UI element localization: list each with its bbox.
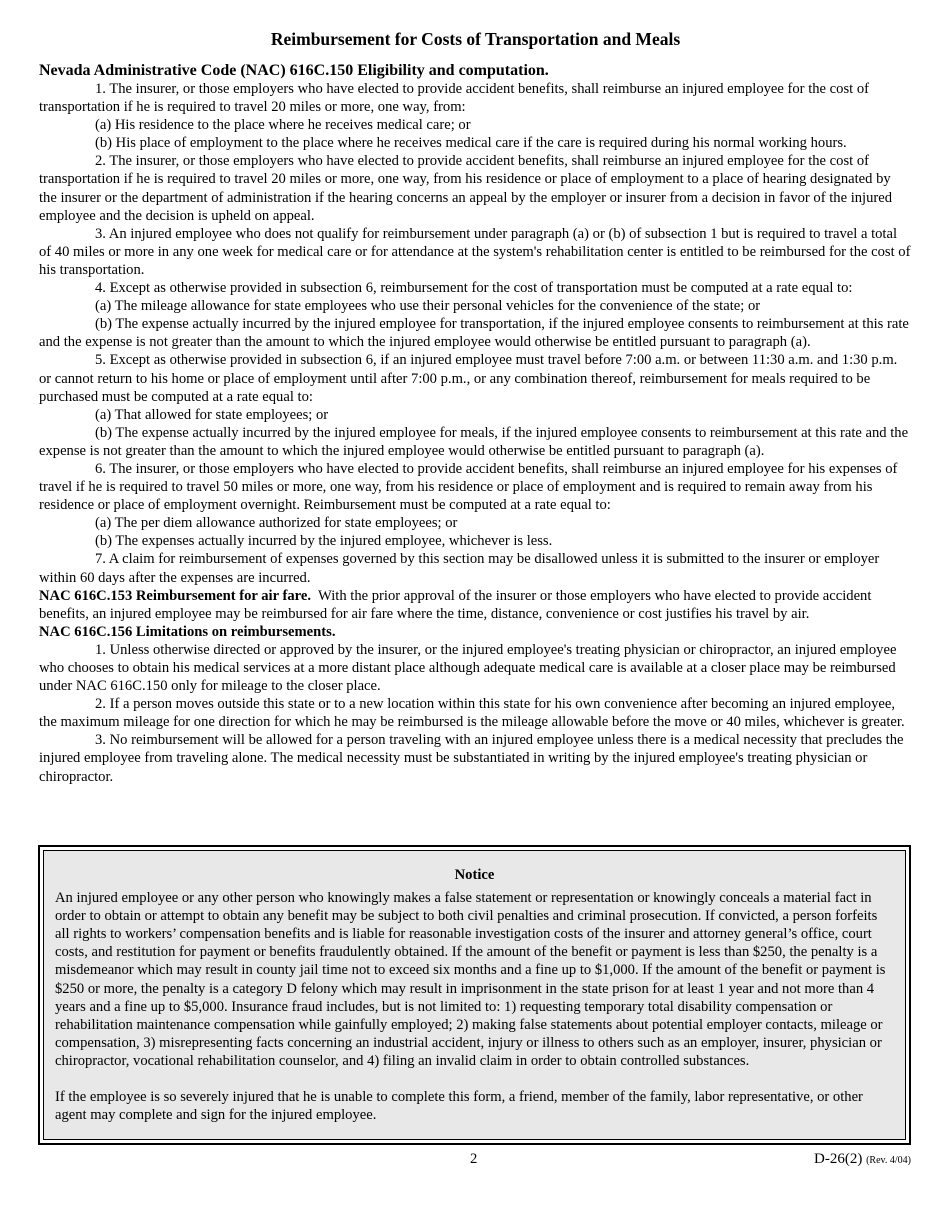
form-number <box>814 1150 911 1170</box>
subparagraph: (b) The expense actually incurred by the injured employee for transportation, if the injured employee consents to reimbursement at this rate and the expense is not greater than the amount to which the injured employee would otherwise be entitled pursuant to paragraph (a). <box>39 316 909 351</box>
page-title: Reimbursement for Costs of Transportation and Meals <box>270 29 681 49</box>
revision-date: (Rev. 4/04) <box>866 1155 911 1166</box>
paragraph: 6. The insurer, or those employers who have elected to provide accident benefits, shall reimburse an injured employee for his expenses of travel if he is required to travel 50 miles or more, one way, from his residence or place of employment and is required to remain away from his residence or place of employment overnight. Reimbursement must be computed at a rate equal to: <box>39 460 898 514</box>
paragraph: 3. An injured employee who does not qualify for reimbursement under paragraph (a) or (b) of subsection 1 but is required to travel a total of 40 miles or more in any one week for medical care or for attendance at the system's rehabilitation center is entitled to be reimbursed for the cost of his transportation. <box>39 225 911 278</box>
subparagraph: (b) The expense actually incurred by the injured employee for meals, if the injured employee consents to reimbursement at this rate and the expense is not greater than the amount to which the injured employee would otherwise be entitled pursuant to paragraph (a). <box>39 424 909 459</box>
paragraph: 2. If a person moves outside this state or to a new location within this state for his own convenience after becoming an injured employee, the maximum mileage for one direction for which he may be reimbursed is the mileage allowable before the move or 40 miles, whichever is greater. <box>39 696 905 731</box>
subparagraph: (a) His residence to the place where he receives medical care; or <box>95 117 471 134</box>
subparagraph: (a) The mileage allowance for state employees who use their personal vehicles for the convenience of the state; or <box>95 298 761 315</box>
notice-box <box>38 845 911 1145</box>
page-footer <box>0 1150 950 1170</box>
subparagraph: (b) His place of employment to the place where he receives medical care if the care is required during his normal working hours. <box>95 135 847 152</box>
paragraph: 1. The insurer, or those employers who have elected to provide accident benefits, shall reimburse an injured employee for the cost of transportation if he is required to travel 20 miles or more, one way, from: <box>39 81 869 116</box>
paragraph: 7. A claim for reimbursement of expenses governed by this section may be disallowed unless it is submitted to the insurer or employer within 60 days after the expenses are incurred. <box>39 551 880 586</box>
subparagraph: (a) That allowed for state employees; or <box>95 406 329 423</box>
paragraph: 2. The insurer, or those employers who have elected to provide accident benefits, shall reimburse an injured employee for the cost of transportation if he is required to travel 20 miles or more, one way, from his residence or place of employment to a place of hearing designated by the insurer or the department of administration if the hearing concerns an appeal by the employer or insurer from a decision in favor of the injured employee and the decision is upheld on appeal. <box>39 153 893 224</box>
paragraph: 5. Except as otherwise provided in subsection 6, if an injured employee must travel before 7:00 a.m. or between 11:30 a.m. and 1:30 p.m. or cannot return to his home or place of employment until after 7:00 p.m., or any combination thereof, reimbursement for meals required to be purchased must be computed at a rate equal to: <box>39 352 898 405</box>
page-number: 2 <box>470 1151 478 1167</box>
subparagraph: (a) The per diem allowance authorized for state employees; or <box>95 515 458 532</box>
paragraph: 3. No reimbursement will be allowed for a person traveling with an injured employee unless there is a medical necessity that precludes the injured employee from traveling alone. The medical necessity must be substantiated in writing by the injured employee's treating physician or chiropractor. <box>39 732 904 785</box>
notice-paragraph: An injured employee or any other person who knowingly makes a false statement or representation or knowingly conceals a material fact in order to obtain or attempt to obtain any benefit may be subject to both civil penalties and criminal prosecution. If convicted, a person forfeits all rights to workers’ compensation benefits and is liable for reasonable investigation costs of the insurer and attorney general’s office, court costs, and restitution for payment or benefits fraudulently obtained. If the amount of the benefit or payment is less than $250, the penalty is a misdemeanor which may result in county jail time not to exceed six months and a fine up to $1,000. If the amount of the benefit or payment is $250 or more, the penalty is a category D felony which may result in imprisonment in the state prison for at least 1 year and not more than 4 years and a fine up to $5,000. Insurance fraud includes, but is not limited to: 1) requesting temporary total disability compensation or rehabilitation maintenance compensation while gainfully employed; 2) making false statements about potential employer contacts, mileage or compensation, 3) misrepresenting facts concerning an industrial accident, injury or illness to others such as an employer, insurer, physician or chiropractor, vocational rehabilitation counselor, and 4) filing an invalid claim in order to obtain controlled substances. <box>55 890 886 1069</box>
section-text: With the prior approval of the insurer or those employers who have elected to provide accident benefits, an injured employee may be reimbursed for air fare where the time, distance, convenience or cost justifies his travel by air. <box>39 587 872 622</box>
subparagraph: (b) The expenses actually incurred by the injured employee, whichever is less. <box>95 533 553 550</box>
document-body <box>39 28 912 786</box>
paragraph: 4. Except as otherwise provided in subsection 6, reimbursement for the cost of transportation must be computed at a rate equal to: <box>95 280 853 297</box>
section-heading-nac-616c153: NAC 616C.153 Reimbursement for air fare. <box>39 587 311 604</box>
notice-title: Notice <box>454 867 495 883</box>
section-nac-616c153 <box>39 587 912 623</box>
form-id: D-26(2) <box>814 1151 863 1167</box>
notice-paragraph: If the employee is so severely injured that he is unable to complete this form, a friend, member of the family, labor representative, or other agent may complete and sign for the injured employee. <box>55 1089 863 1124</box>
notice-box-inner <box>43 850 906 1140</box>
paragraph: 1. Unless otherwise directed or approved by the insurer, or the injured employee's treating physician or chiropractor, an injured employee who chooses to obtain his medical services at a more distant place although adequate medical care is available at a closer place may be reimbursed under NAC 616C.150 only for mileage to the closer place. <box>39 641 897 695</box>
section-heading-nac-616c156: NAC 616C.156 Limitations on reimbursements. <box>39 623 336 640</box>
section-heading-nac-616c150: Nevada Administrative Code (NAC) 616C.150 Eligibility and computation. <box>39 62 549 79</box>
